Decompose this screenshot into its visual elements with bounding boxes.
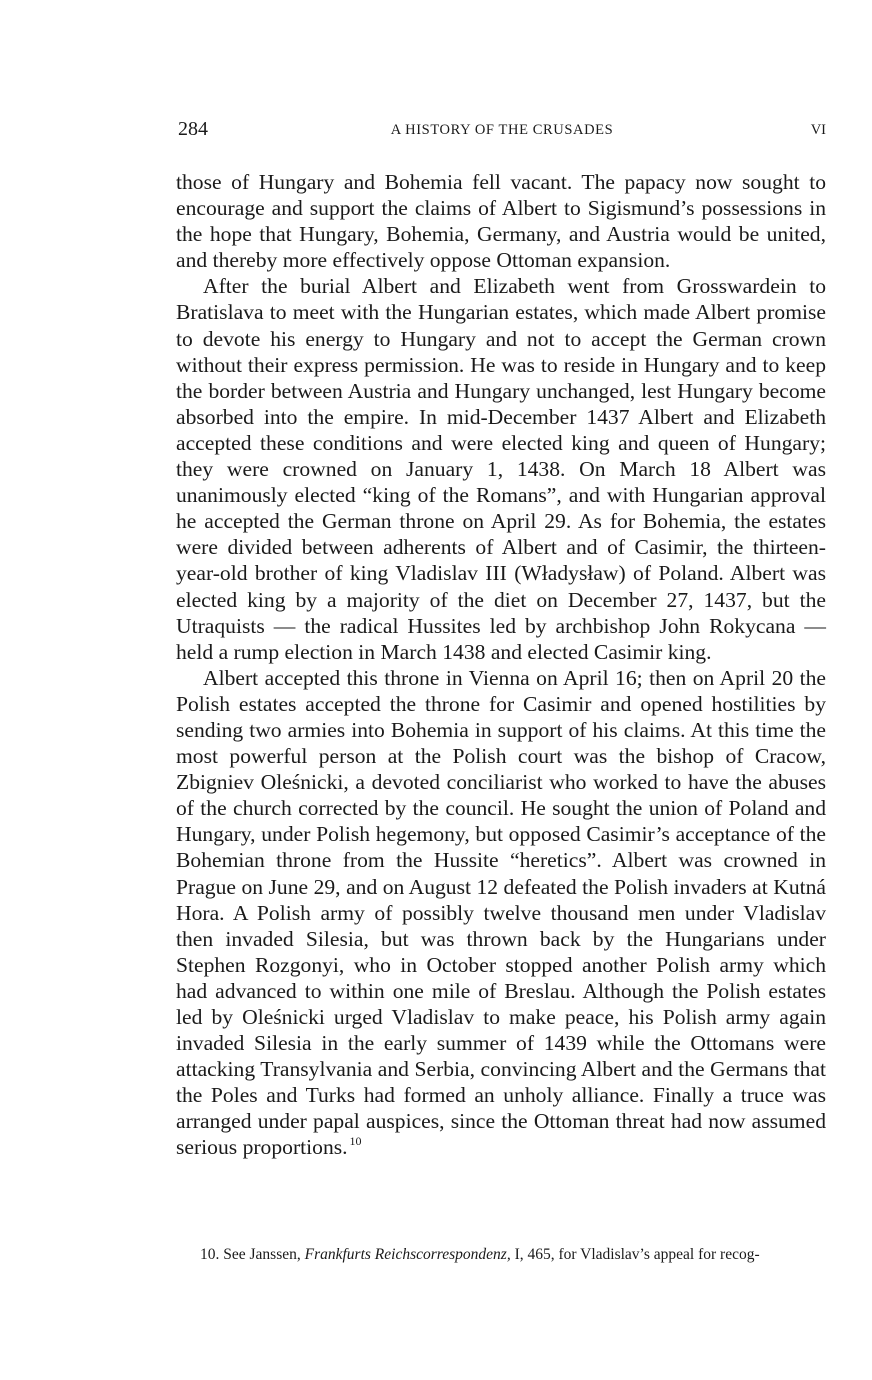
- footnote: [176, 1244, 826, 1266]
- footnote-text-after: I, 465, for Vladislav’s appeal for recog-: [514, 1246, 760, 1263]
- footnote-number: 10.: [200, 1246, 220, 1263]
- paragraph: After the burial Albert and Elizabeth went from Grosswardein to Bratislava to meet with the Hungarian estates, which made Albert promise to devote his energy to Hungary and not to accept the German crown without their express permission. He was to reside in Hungary and to keep the border between Austria and Hungary unchanged, lest Hungary become absorbed into the empire. In mid-December 1437 Albert and Elizabeth accepted these conditions and were elected king and queen of Hungary; they were crowned on January 1, 1438. On March 18 Albert was unanimously elected “king of the Romans”, and with Hungarian approval he accepted the German throne on April 29. As for Bohemia, the estates were divided between adherents of Albert and of Casimir, the thirteen-year-old brother of king Vladislav III (Władysław) of Poland. Albert was elected king by a majority of the diet on December 27, 1437, but the Utraquists — the radical Hussites led by archbishop John Rokycana — held a rump election in March 1438 and elected Casimir king.: [176, 274, 826, 664]
- footnote-text-before: See Janssen,: [223, 1246, 301, 1263]
- running-title: A HISTORY OF THE CRUSADES: [390, 122, 614, 138]
- page-header: [178, 118, 826, 146]
- footnote-reference[interactable]: 10: [349, 1134, 362, 1149]
- page-number: 284: [178, 118, 208, 140]
- paragraph-continuation: those of Hungary and Bohemia fell vacant. The papacy now sought to encourage and support the claims of Albert to Sigismund’s possessions in the hope that Hungary, Bohemia, Germany, and Austria would be united, and thereby more effectively oppose Ottoman expansion.: [176, 170, 826, 273]
- footnote-cited-title: Frankfurts Reichscorrespondenz,: [304, 1246, 511, 1263]
- chapter-number: VI: [810, 122, 826, 138]
- body-text: [176, 169, 826, 1161]
- paragraph-text: Albert accepted this throne in Vienna on April 16; then on April 20 the Polish estates accepted the throne for Casimir and opened hostilities by sending two armies into Bohemia in support of his claims. At this time the most powerful person at the Polish court was the bishop of Cracow, Zbigniev Oleśnicki, a devoted conciliarist who worked to have the abuses of the church corrected by the council. He sought the union of Poland and Hungary, under Polish hegemony, but opposed Casimir’s acceptance of the Bohemian throne from the Hussite “heretics”. Albert was crowned in Prague on June 29, and on August 12 defeated the Polish invaders at Kutná Hora. A Polish army of possibly twelve thousand men under Vladislav then invaded Silesia, but was thrown back by the Hungarians under Stephen Rozgonyi, who in October stopped another Polish army which had advanced to within one mile of Breslau. Although the Polish estates led by Oleśnicki urged Vladislav to make peace, his Polish army again invaded Silesia in the early summer of 1439 while the Ottomans were attacking Transylvania and Serbia, convincing Albert and the Germans that the Poles and Turks had formed an unholy alliance. Finally a truce was arranged under papal auspices, since the Ottoman threat had now assumed serious proportions.: [176, 665, 826, 1160]
- paragraph: [176, 665, 826, 1161]
